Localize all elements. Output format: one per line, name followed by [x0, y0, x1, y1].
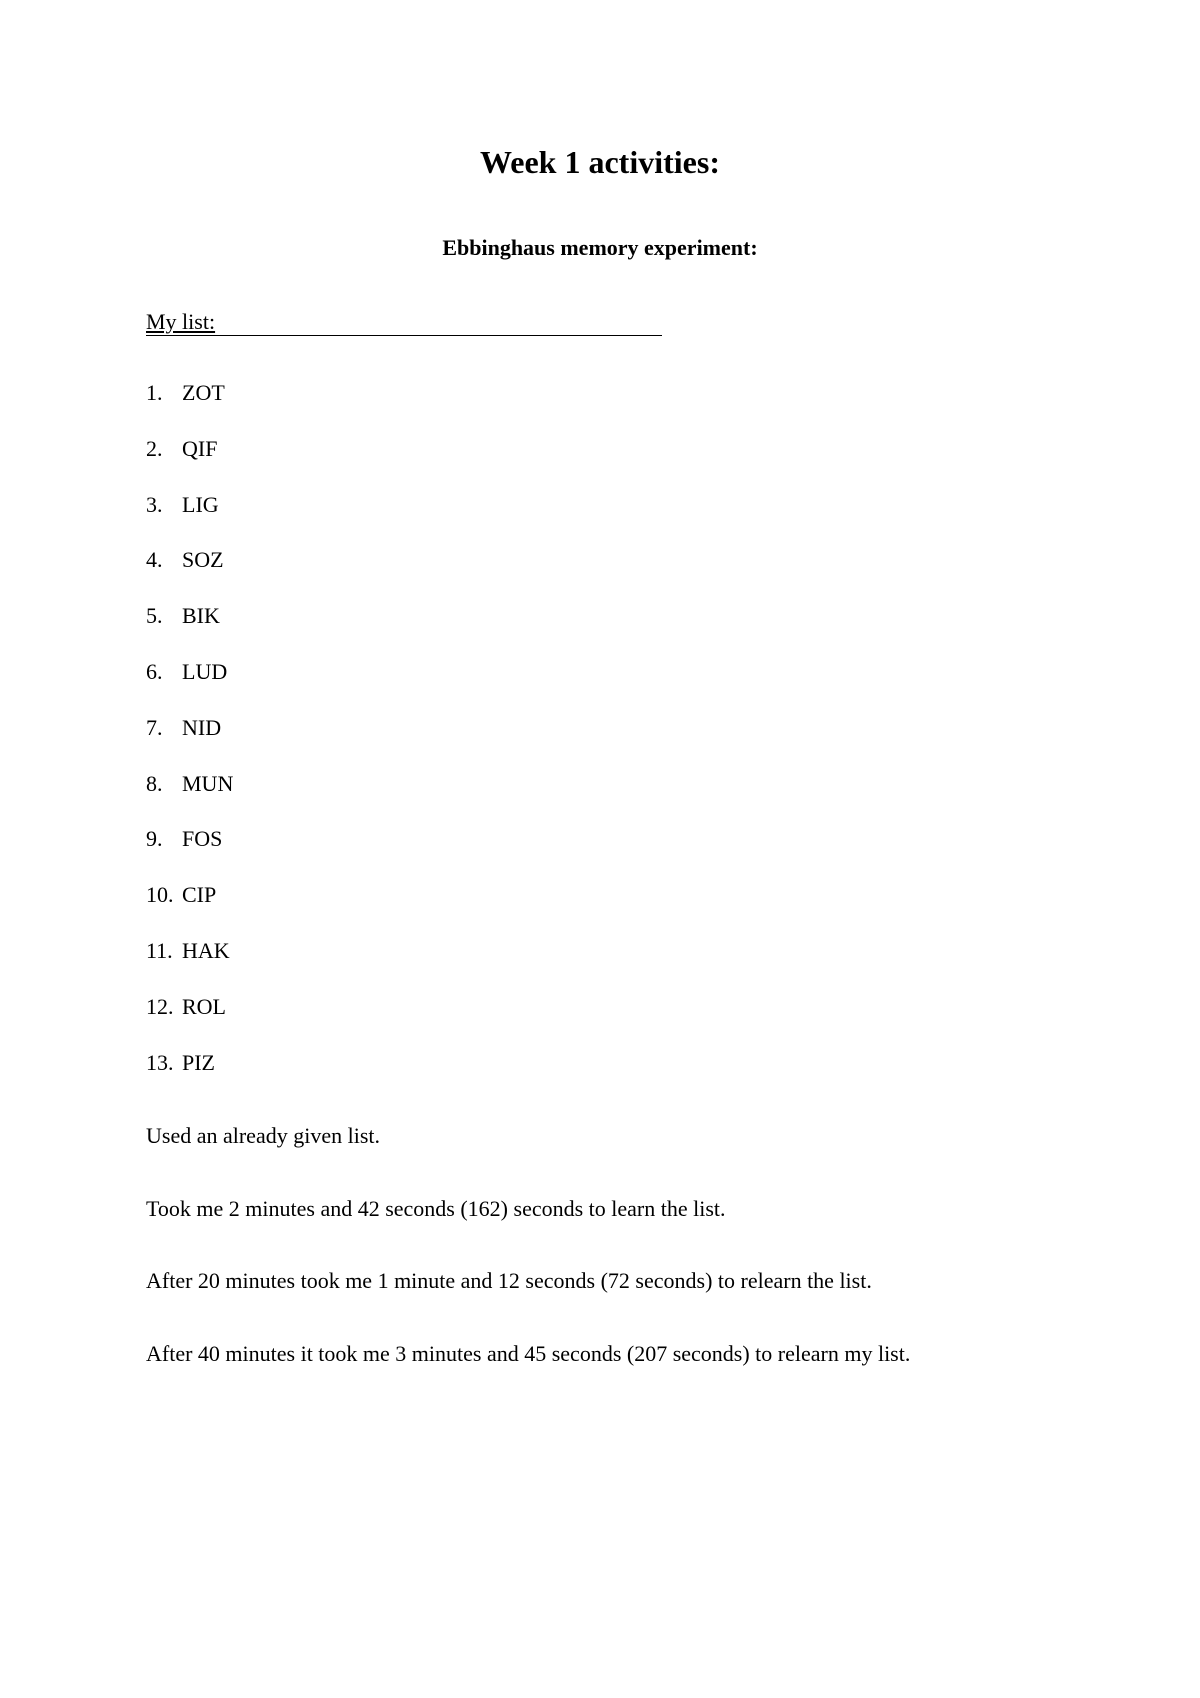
- list-item-number: 6.: [146, 658, 163, 684]
- list-item-number: 10.: [146, 882, 174, 908]
- list-item: [146, 714, 546, 770]
- list-item-text: ZOT: [182, 380, 225, 405]
- list-item-number: 3.: [146, 491, 163, 517]
- list-item: [146, 937, 546, 993]
- list-item: [146, 825, 546, 881]
- list-item-text: ROL: [182, 993, 226, 1019]
- list-item: [146, 770, 546, 826]
- list-item: [146, 1049, 546, 1105]
- list-item-number: 9.: [146, 826, 163, 852]
- list-item-text: HAK: [182, 937, 230, 963]
- my-list-line: [146, 308, 662, 336]
- paragraph-learn-time: Took me 2 minutes and 42 seconds (162) seconds to learn the list.: [146, 1196, 726, 1221]
- list-item-text: LIG: [182, 491, 219, 517]
- list-item-number: 8.: [146, 770, 163, 796]
- list-item-text: SOZ: [182, 547, 224, 573]
- list-item-number: 11.: [146, 937, 173, 963]
- list-item: [146, 546, 546, 602]
- syllable-list: [146, 379, 546, 1104]
- list-item-text: NID: [182, 714, 222, 740]
- list-item-text: BIK: [182, 603, 220, 629]
- list-item: [146, 602, 546, 658]
- list-item-number: 13.: [146, 1049, 174, 1075]
- list-item: [146, 491, 546, 547]
- list-item-number: 2.: [146, 435, 163, 461]
- list-item-number: 5.: [146, 603, 163, 629]
- list-item: [146, 435, 546, 491]
- paragraph-list-source: Used an already given list.: [146, 1123, 380, 1148]
- list-item: [146, 881, 546, 937]
- document-title: Week 1 activities:: [480, 144, 720, 180]
- list-item-text: MUN: [182, 770, 234, 796]
- list-item: [146, 993, 546, 1049]
- list-item-text: QIF: [182, 435, 218, 461]
- list-item-text: LUD: [182, 658, 228, 684]
- list-item-number: 12.: [146, 993, 174, 1019]
- list-item: [146, 379, 546, 435]
- paragraph-relearn-20min: After 20 minutes took me 1 minute and 12 seconds (72 seconds) to relearn the list.: [146, 1268, 872, 1293]
- list-item-text: FOS: [182, 826, 223, 852]
- list-item-number: 4.: [146, 547, 163, 573]
- paragraph-relearn-40min: After 40 minutes it took me 3 minutes and 45 seconds (207 seconds) to relearn my list.: [146, 1341, 911, 1366]
- list-item-text: CIP: [182, 882, 217, 908]
- list-item-number: 1.: [146, 380, 163, 405]
- list-item-text: PIZ: [182, 1049, 215, 1075]
- list-item: [146, 658, 546, 714]
- my-list-label: My list:: [146, 309, 216, 334]
- document-subtitle: Ebbinghaus memory experiment:: [442, 235, 758, 260]
- list-item-number: 7.: [146, 714, 163, 740]
